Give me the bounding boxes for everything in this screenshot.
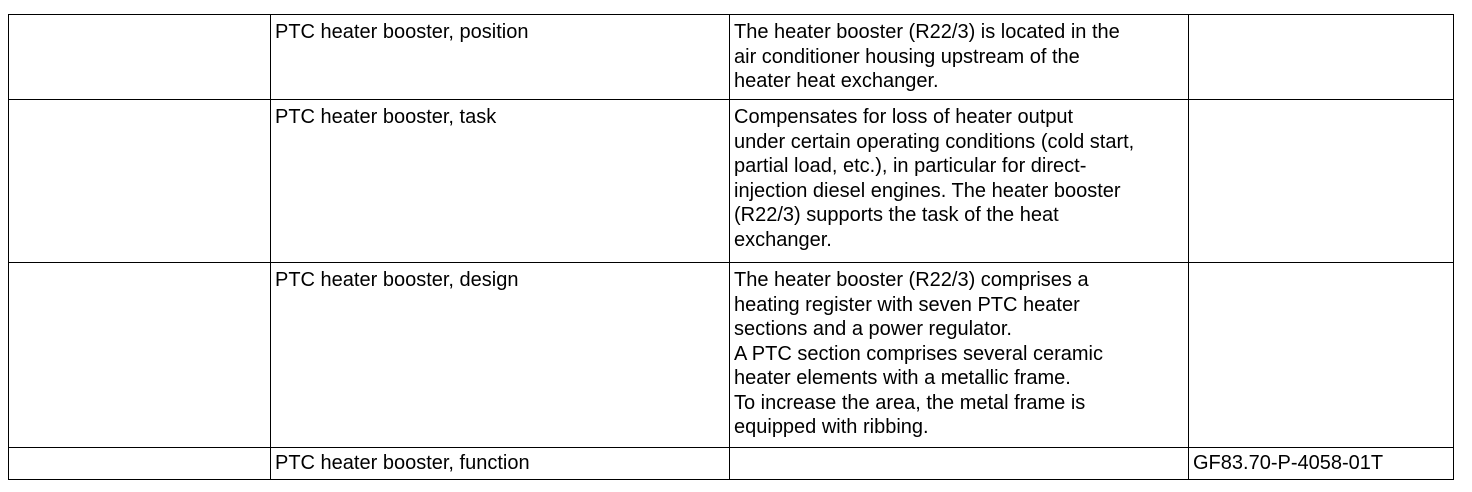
reference-link[interactable]: GF83.70-P-4058-01T xyxy=(1189,448,1454,480)
description-cell: Compensates for loss of heater output under certain operating conditions (cold start, partial load, etc.), in particular for direct- injection diesel engines. The heater booster (R22/3) supports the task of the heat exchanger. xyxy=(730,100,1189,263)
empty-cell xyxy=(9,263,271,448)
table-row-design xyxy=(9,263,1454,448)
table-row-function xyxy=(9,448,1454,480)
topic-cell: PTC heater booster, position xyxy=(271,15,730,100)
empty-cell xyxy=(9,448,271,480)
description-cell xyxy=(730,448,1189,480)
reference-cell xyxy=(1189,15,1454,100)
description-cell: The heater booster (R22/3) is located in the air conditioner housing upstream of the heater heat exchanger. xyxy=(730,15,1189,100)
table-row-position xyxy=(9,15,1454,100)
reference-cell xyxy=(1189,100,1454,263)
table-row-task xyxy=(9,100,1454,263)
topic-cell: PTC heater booster, function xyxy=(271,448,730,480)
empty-cell xyxy=(9,15,271,100)
topic-cell: PTC heater booster, design xyxy=(271,263,730,448)
description-cell: The heater booster (R22/3) comprises a heating register with seven PTC heater sections and a power regulator. A PTC section comprises several ceramic heater elements with a metallic frame. To increase the area, the metal frame is equipped with ribbing. xyxy=(730,263,1189,448)
empty-cell xyxy=(9,100,271,263)
reference-cell xyxy=(1189,263,1454,448)
topic-cell: PTC heater booster, task xyxy=(271,100,730,263)
document-table xyxy=(8,14,1454,480)
